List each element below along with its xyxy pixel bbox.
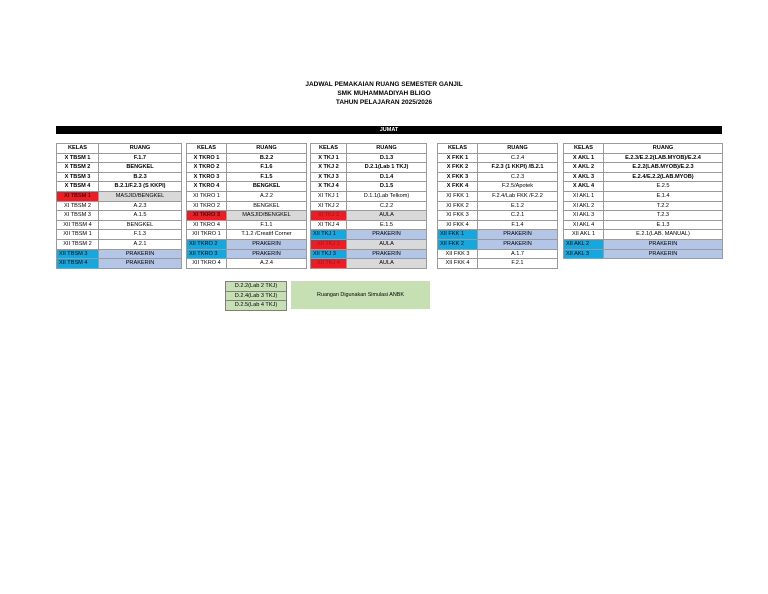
ruang-cell: F.1.6 [227, 163, 307, 173]
table-row [311, 239, 427, 249]
ruang-cell: A.1.5 [99, 211, 182, 221]
table-row [311, 211, 427, 221]
kelas-cell: XII AKL 3 [564, 249, 604, 259]
kelas-cell: XI FKK 1 [438, 191, 478, 201]
anbk-lab-room: D.2.5(Lab 4 TKJ) [226, 301, 287, 311]
akl-table [563, 143, 723, 259]
ruang-cell: E.2.2(LAB.MYOB)/E.2.3 [604, 163, 723, 173]
kelas-cell: XII FKK 1 [438, 230, 478, 240]
kelas-cell: XI FKK 3 [438, 211, 478, 221]
ruang-cell: BENGKEL [227, 201, 307, 211]
ruang-header: RUANG [604, 144, 723, 154]
table-row [311, 249, 427, 259]
ruang-header: RUANG [99, 144, 182, 154]
ruang-cell: F.2.4/Lab FKK /F.2.2 [478, 191, 558, 201]
table-row [438, 220, 558, 230]
kelas-cell: X TBSM 3 [57, 172, 99, 182]
ruang-cell: F.1.1 [227, 220, 307, 230]
kelas-cell: X TBSM 2 [57, 163, 99, 173]
kelas-cell: X FKK 3 [438, 172, 478, 182]
ruang-cell: C.2.3 [478, 172, 558, 182]
table-row [564, 191, 723, 201]
table-row [438, 211, 558, 221]
ruang-cell: E.1.5 [347, 220, 427, 230]
ruang-header: RUANG [478, 144, 558, 154]
ruang-cell: B.2.3 [99, 172, 182, 182]
ruang-cell: D.1.4 [347, 172, 427, 182]
table-row [57, 211, 182, 221]
ruang-cell: PRAKERIN [347, 249, 427, 259]
table-row [564, 153, 723, 163]
ruang-cell: F.1.7 [99, 153, 182, 163]
table-row [57, 182, 182, 192]
table-row [311, 230, 427, 240]
kelas-header: KELAS [438, 144, 478, 154]
kelas-cell: XII FKK 3 [438, 249, 478, 259]
ruang-cell: C.2.1 [478, 211, 558, 221]
table-row [187, 259, 307, 269]
ruang-cell: A.2.2 [227, 191, 307, 201]
kelas-cell: XI AKL 4 [564, 220, 604, 230]
table-row [57, 259, 182, 269]
kelas-cell: XI TKRO 1 [187, 191, 227, 201]
tkj-table [310, 143, 427, 269]
kelas-cell: XI TKJ 3 [311, 211, 347, 221]
kelas-cell: XII TBSM 1 [57, 230, 99, 240]
kelas-cell: X FKK 1 [438, 153, 478, 163]
ruang-cell: C.2.2 [347, 201, 427, 211]
kelas-cell: XII TBSM 4 [57, 220, 99, 230]
tbsm-table [56, 143, 182, 269]
table-header-row [57, 144, 182, 154]
ruang-cell: E.2.5 [604, 182, 723, 192]
ruang-cell: B.2.1/F.2.3 (S KKPI) [99, 182, 182, 192]
table-row [187, 230, 307, 240]
kelas-cell: XI TBSM 1 [57, 191, 99, 201]
kelas-cell: X TKJ 3 [311, 172, 347, 182]
kelas-cell: XI AKL 3 [564, 211, 604, 221]
kelas-cell: XII TBSM 3 [57, 249, 99, 259]
table-row [187, 220, 307, 230]
ruang-cell: E.2.1(LAB. MANUAL) [604, 230, 723, 240]
table-row [564, 239, 723, 249]
table-row [564, 163, 723, 173]
table-row [311, 172, 427, 182]
kelas-cell: X AKL 1 [564, 153, 604, 163]
table-row [187, 182, 307, 192]
kelas-cell: XI TKRO 4 [187, 220, 227, 230]
table-row [311, 191, 427, 201]
table-row [564, 211, 723, 221]
ruang-header: RUANG [347, 144, 427, 154]
kelas-cell: X TKRO 1 [187, 153, 227, 163]
ruang-cell: PRAKERIN [347, 230, 427, 240]
ruang-cell: PRAKERIN [604, 239, 723, 249]
kelas-cell: X FKK 2 [438, 163, 478, 173]
table-row [564, 230, 723, 240]
kelas-cell: XI FKK 2 [438, 201, 478, 211]
ruang-cell: PRAKERIN [227, 239, 307, 249]
ruang-header: RUANG [227, 144, 307, 154]
kelas-header: KELAS [311, 144, 347, 154]
table-row [57, 191, 182, 201]
kelas-header: KELAS [564, 144, 604, 154]
kelas-cell: XI TKJ 2 [311, 201, 347, 211]
ruang-cell: MASJID/BENGKEL [227, 211, 307, 221]
table-row [311, 153, 427, 163]
kelas-cell: X TKRO 3 [187, 172, 227, 182]
ruang-cell: F.2.3 (1 KKPI) /B.2.1 [478, 163, 558, 173]
ruang-cell: F.1.5 [227, 172, 307, 182]
table-row [311, 201, 427, 211]
ruang-cell: A.2.3 [99, 201, 182, 211]
table-row [187, 239, 307, 249]
table-row [187, 211, 307, 221]
kelas-cell: XII TKRO 1 [187, 230, 227, 240]
table-row [57, 201, 182, 211]
kelas-cell: X AKL 2 [564, 163, 604, 173]
kelas-cell: XII TKRO 4 [187, 259, 227, 269]
ruang-cell: T.1.2 /Creatif Corner [227, 230, 307, 240]
kelas-cell: XI TKJ 1 [311, 191, 347, 201]
ruang-cell: T.2.2 [604, 201, 723, 211]
school-name: SMK MUHAMMADIYAH BLIGO [337, 90, 431, 97]
ruang-cell: PRAKERIN [604, 249, 723, 259]
schedule-title: JADWAL PEMAKAIAN RUANG SEMESTER GANJIL [305, 81, 463, 88]
kelas-cell: X FKK 4 [438, 182, 478, 192]
table-row [564, 249, 723, 259]
academic-year: TAHUN PELAJARAN 2025/2026 [335, 99, 433, 106]
kelas-cell: X TKJ 4 [311, 182, 347, 192]
ruang-cell: BENGKEL [99, 220, 182, 230]
kelas-cell: XI TKRO 2 [187, 201, 227, 211]
table-header-row [187, 144, 307, 154]
ruang-cell: E.1.4 [604, 191, 723, 201]
kelas-cell: X TKRO 2 [187, 163, 227, 173]
table-header-row [438, 144, 558, 154]
table-row [311, 259, 427, 269]
table-row [187, 163, 307, 173]
day-header: JUMAT [56, 126, 722, 134]
table-row [187, 172, 307, 182]
anbk-note: Ruangan Digunakan Simulasi ANBK [291, 281, 430, 309]
ruang-cell: PRAKERIN [99, 259, 182, 269]
table-row [311, 163, 427, 173]
table-row [438, 259, 558, 269]
table-row [57, 172, 182, 182]
kelas-cell: XI AKL 1 [564, 191, 604, 201]
ruang-cell: PRAKERIN [478, 230, 558, 240]
table-header-row [311, 144, 427, 154]
kelas-cell: XII TKJ 3 [311, 249, 347, 259]
table-row [311, 220, 427, 230]
fkk-table [437, 143, 558, 269]
ruang-cell: AULA [347, 259, 427, 269]
table-row [438, 201, 558, 211]
kelas-cell: XI TKRO 3 [187, 211, 227, 221]
kelas-header: KELAS [57, 144, 99, 154]
kelas-cell: X AKL 3 [564, 172, 604, 182]
kelas-cell: XII TKJ 1 [311, 230, 347, 240]
table-row [57, 239, 182, 249]
ruang-cell: E.2.3/E.2.2(LAB.MYOB)/E.2.4 [604, 153, 723, 163]
table-row [57, 220, 182, 230]
kelas-cell: XII TBSM 4 [57, 259, 99, 269]
kelas-cell: X TKJ 1 [311, 153, 347, 163]
table-row [311, 182, 427, 192]
table-row [438, 153, 558, 163]
ruang-cell: A.2.4 [227, 259, 307, 269]
ruang-cell: A.1.7 [478, 249, 558, 259]
ruang-cell: PRAKERIN [478, 239, 558, 249]
kelas-cell: X TKRO 4 [187, 182, 227, 192]
anbk-lab-room: D.2.4(Lab 3 TKJ) [226, 291, 287, 301]
kelas-cell: XI AKL 2 [564, 201, 604, 211]
table-row [57, 249, 182, 259]
ruang-cell: T.2.3 [604, 211, 723, 221]
kelas-cell: XII TKRO 3 [187, 249, 227, 259]
table-row [187, 191, 307, 201]
table-row [438, 163, 558, 173]
kelas-cell: XII FKK 2 [438, 239, 478, 249]
ruang-cell: AULA [347, 239, 427, 249]
kelas-cell: X TBSM 1 [57, 153, 99, 163]
ruang-cell: C.2.4 [478, 153, 558, 163]
table-row [57, 230, 182, 240]
kelas-cell: XII AKL 1 [564, 230, 604, 240]
table-row [564, 182, 723, 192]
ruang-cell: AULA [347, 211, 427, 221]
kelas-cell: XII TKJ 4 [311, 259, 347, 269]
ruang-cell: PRAKERIN [227, 249, 307, 259]
table-row [564, 172, 723, 182]
ruang-cell: PRAKERIN [99, 249, 182, 259]
table-row [438, 249, 558, 259]
kelas-cell: XII FKK 4 [438, 259, 478, 269]
tkro-table [186, 143, 307, 269]
table-row [438, 239, 558, 249]
table-row [438, 230, 558, 240]
kelas-cell: XII TKRO 2 [187, 239, 227, 249]
anbk-lab-list [225, 281, 287, 311]
ruang-cell: BENGKEL [227, 182, 307, 192]
table-row [564, 220, 723, 230]
kelas-cell: XII AKL 2 [564, 239, 604, 249]
ruang-cell: E.1.3 [604, 220, 723, 230]
ruang-cell: E.1.2 [478, 201, 558, 211]
table-row [564, 201, 723, 211]
kelas-cell: XI FKK 4 [438, 220, 478, 230]
kelas-cell: X TBSM 4 [57, 182, 99, 192]
table-header-row [564, 144, 723, 154]
ruang-cell: A.2.1 [99, 239, 182, 249]
table-row [438, 172, 558, 182]
table-row [57, 153, 182, 163]
kelas-cell: XII TKJ 2 [311, 239, 347, 249]
ruang-cell: D.2.1(Lab 1 TKJ) [347, 163, 427, 173]
table-row [187, 153, 307, 163]
kelas-cell: XII TBSM 2 [57, 239, 99, 249]
ruang-cell: D.1.5 [347, 182, 427, 192]
kelas-cell: X AKL 4 [564, 182, 604, 192]
ruang-cell: MASJID/BENGKEL [99, 191, 182, 201]
table-row [187, 201, 307, 211]
anbk-lab-room: D.2.2(Lab 2 TKJ) [226, 282, 287, 292]
ruang-cell: F.2.1 [478, 259, 558, 269]
ruang-cell: D.1.3 [347, 153, 427, 163]
kelas-cell: X TKJ 2 [311, 163, 347, 173]
kelas-cell: XI TBSM 3 [57, 211, 99, 221]
ruang-cell: BENGKEL [99, 163, 182, 173]
ruang-cell: F.1.4 [478, 220, 558, 230]
ruang-cell: E.2.4/E.2.2(LAB.MYOB) [604, 172, 723, 182]
kelas-cell: XI TKJ 4 [311, 220, 347, 230]
ruang-cell: D.1.1(Lab Telkom) [347, 191, 427, 201]
ruang-cell: F.2.5/Apotek [478, 182, 558, 192]
table-row [187, 249, 307, 259]
table-row [57, 163, 182, 173]
ruang-cell: F.1.3 [99, 230, 182, 240]
table-row [438, 191, 558, 201]
kelas-header: KELAS [187, 144, 227, 154]
kelas-cell: XI TBSM 2 [57, 201, 99, 211]
table-row [438, 182, 558, 192]
ruang-cell: B.2.2 [227, 153, 307, 163]
